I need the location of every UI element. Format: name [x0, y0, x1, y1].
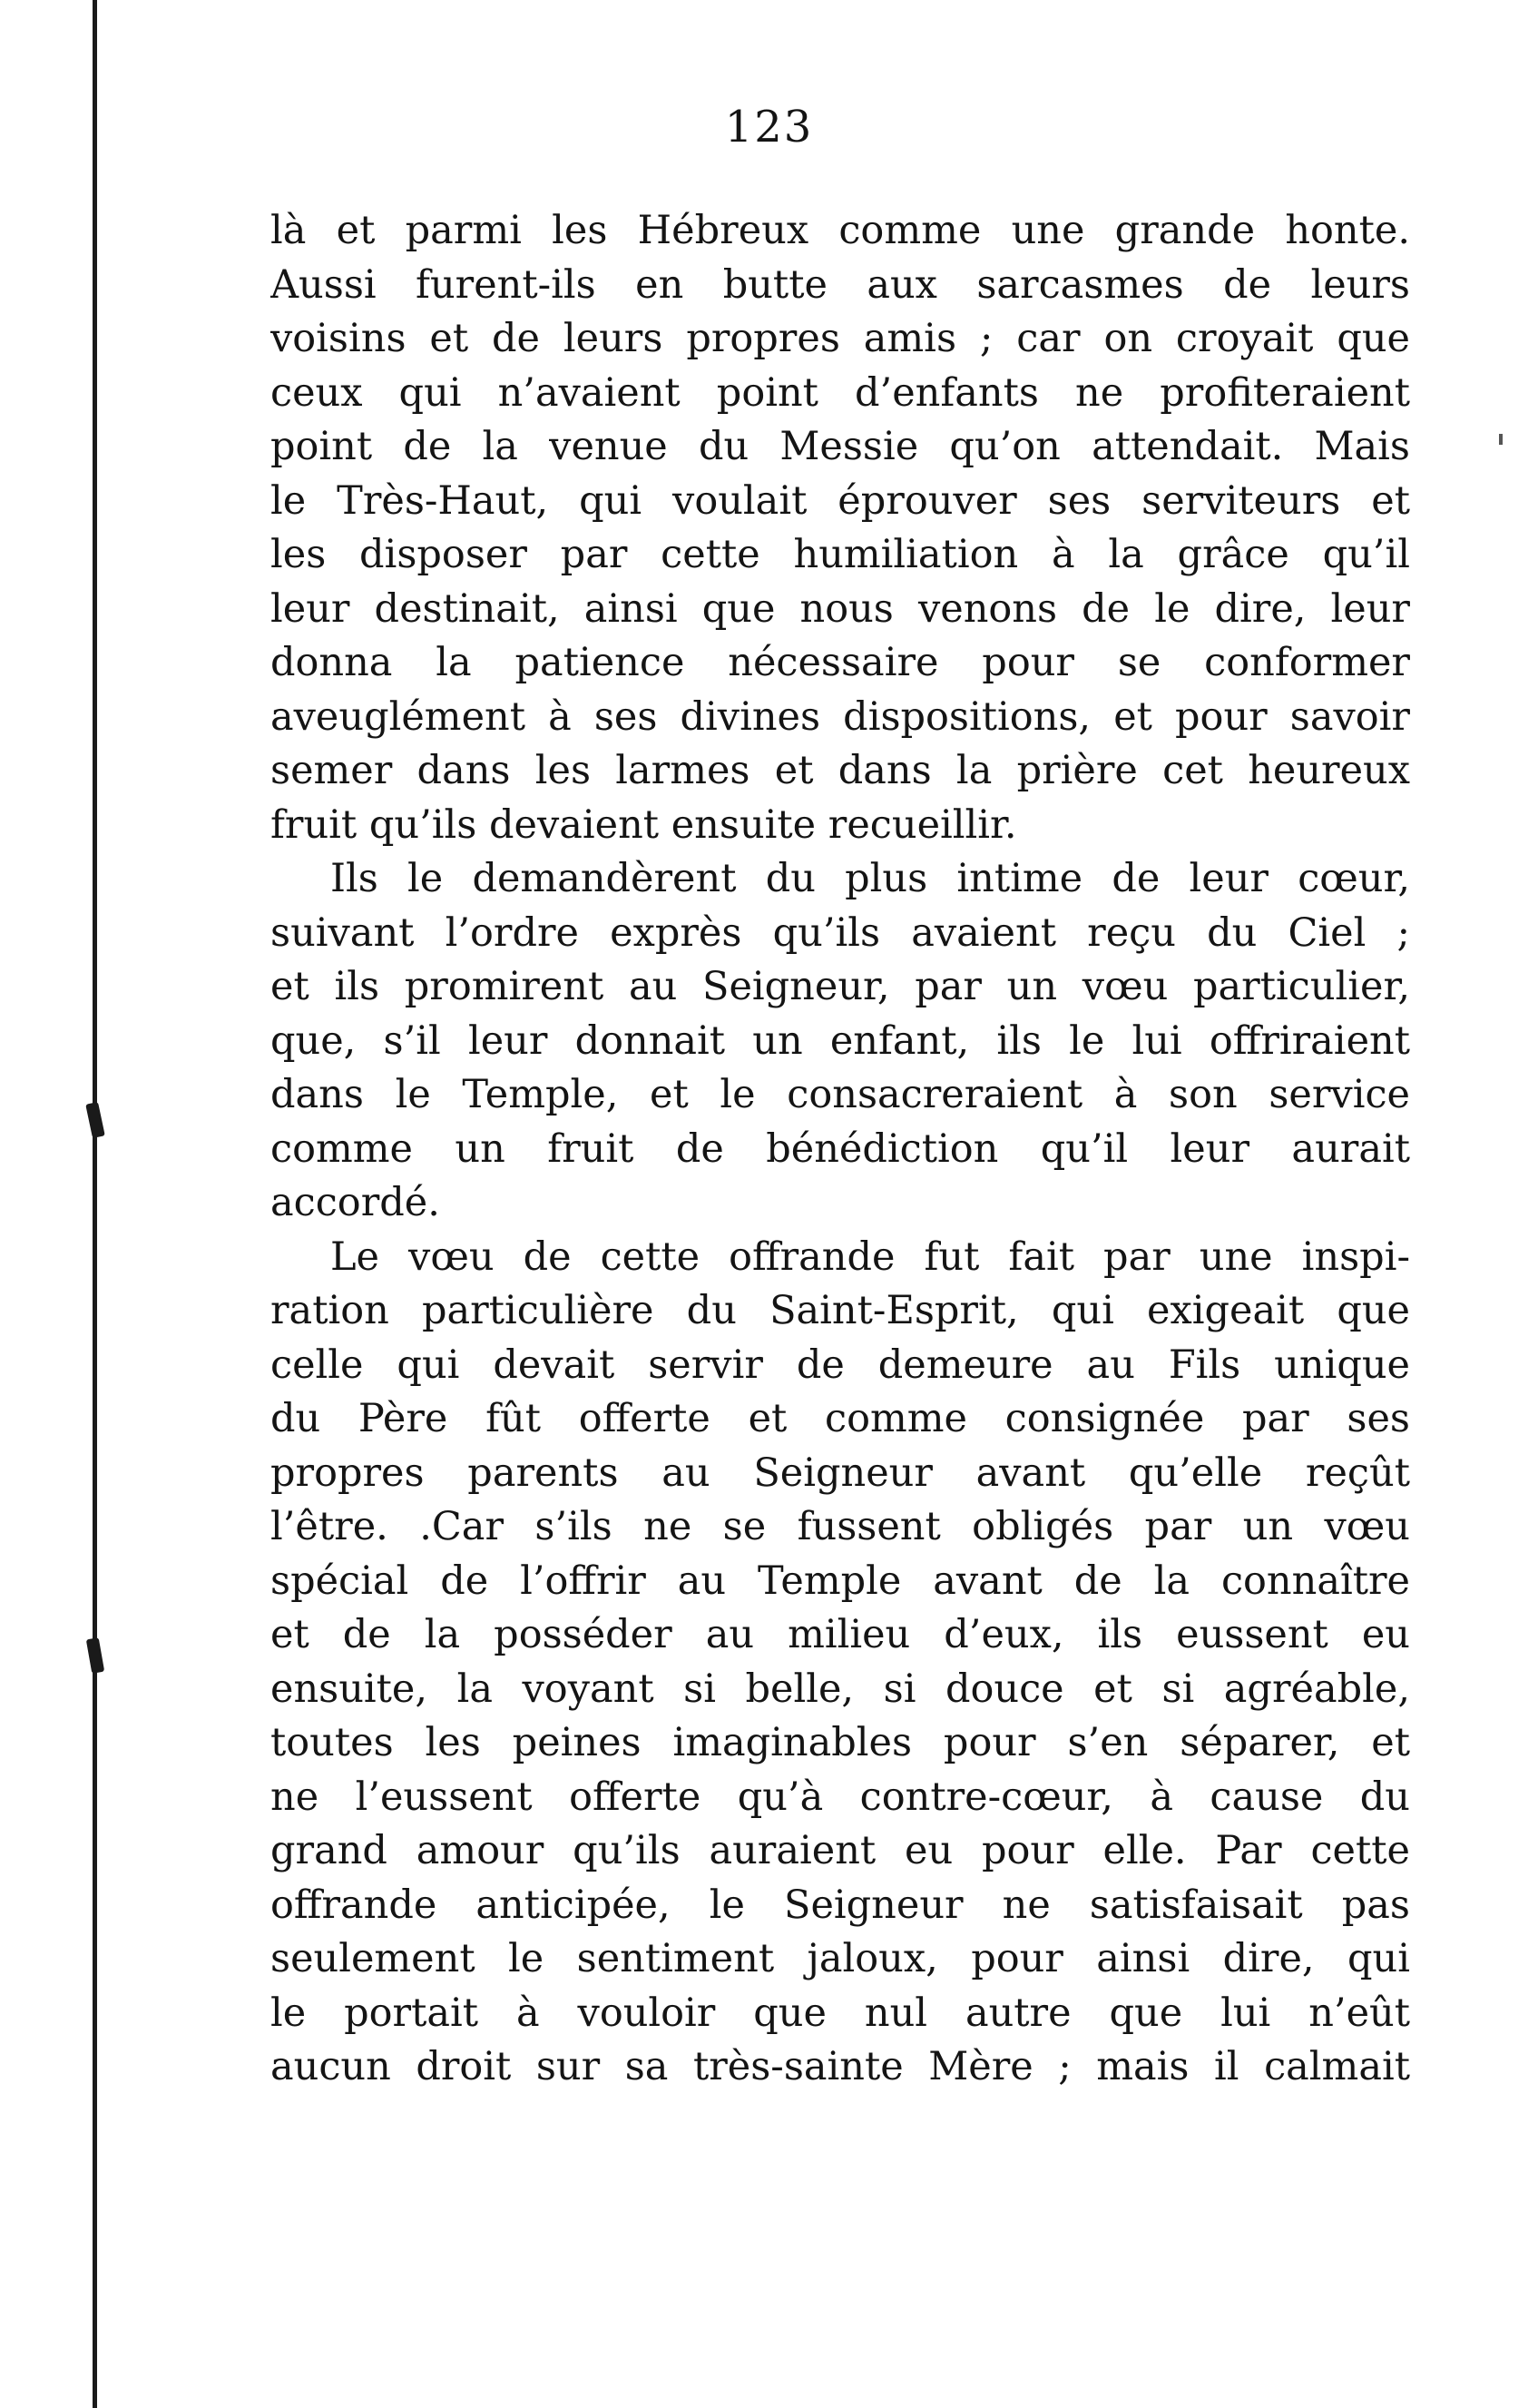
- text-line: comme un fruit de bénédiction qu’il leur aurait: [270, 1125, 1410, 1172]
- text-line: le portait à vouloir que nul autre que lui n’eût: [270, 1990, 1410, 2036]
- page-number: 123: [724, 102, 814, 152]
- text-line: toutes les peines imaginables pour s’en séparer, et: [270, 1720, 1410, 1765]
- text-line: là et parmi les Hébreux comme une grande honte.: [270, 208, 1410, 253]
- paragraph-start-line: Le vœu de cette offrande fut fait par une inspi-: [330, 1233, 1410, 1280]
- text-line: spécial de l’offrir au Temple avant de la connaître: [270, 1558, 1410, 1604]
- text-line: et ils promirent au Seigneur, par un vœu particulier,: [270, 964, 1410, 1009]
- ink-speck: [1499, 434, 1503, 445]
- text-line: ensuite, la voyant si belle, si douce et si agréable,: [270, 1666, 1410, 1712]
- text-line: Aussi furent-ils en butte aux sarcasmes de leurs: [270, 261, 1410, 308]
- text-line: les disposer par cette humiliation à la grâce qu’il: [270, 532, 1410, 577]
- text-line: offrande anticipée, le Seigneur ne satisfaisait pas: [270, 1882, 1410, 1928]
- text-line: et de la posséder au milieu d’eux, ils eussent eu: [270, 1612, 1410, 1657]
- text-line: suivant l’ordre exprès qu’ils avaient reçu du Ciel ;: [270, 909, 1410, 956]
- body-text: [270, 204, 1410, 2095]
- paragraph-start-line: Ils le demandèrent du plus intime de leur cœur,: [330, 856, 1410, 901]
- text-line: dans le Temple, et le consacreraient à son service: [270, 1072, 1410, 1117]
- binding-mark: [86, 1637, 104, 1674]
- text-line: grand amour qu’ils auraient eu pour elle. Par cette: [270, 1828, 1410, 1873]
- paragraph-end-line: accordé.: [270, 1180, 440, 1225]
- paragraph-end-line: fruit qu’ils devaient ensuite recueillir.: [270, 801, 1017, 848]
- text-line: que, s’il leur donnait un enfant, ils le lui offriraient: [270, 1017, 1410, 1064]
- text-line: le Très-Haut, qui voulait éprouver ses serviteurs et: [270, 477, 1410, 524]
- text-line: ceux qui n’avaient point d’enfants ne profiteraient: [270, 369, 1410, 416]
- text-line: ration particulière du Saint-Esprit, qui exigeait que: [270, 1288, 1410, 1333]
- text-line: l’être. .Car s’ils ne se fussent obligés par un vœu: [270, 1504, 1410, 1549]
- text-line: aucun droit sur sa très-sainte Mère ; mais il calmait: [270, 2044, 1410, 2089]
- text-line: leur destinait, ainsi que nous venons de le dire, leur: [270, 585, 1410, 632]
- text-line: aveuglément à ses divines dispositions, et pour savoir: [270, 693, 1410, 740]
- text-line: du Père fût offerte et comme consignée par ses: [270, 1396, 1410, 1441]
- binding-edge-line: [93, 0, 97, 2408]
- text-line: point de la venue du Messie qu’on attendait. Mais: [270, 424, 1410, 469]
- binding-mark: [85, 1102, 105, 1138]
- text-line: propres parents au Seigneur avant qu’elle reçût: [270, 1450, 1410, 1496]
- text-line: semer dans les larmes et dans la prière cet heureux: [270, 748, 1410, 793]
- text-line: celle qui devait servir de demeure au Fils unique: [270, 1342, 1410, 1388]
- text-line: voisins et de leurs propres amis ; car on croyait que: [270, 316, 1410, 361]
- text-line: ne l’eussent offerte qu’à contre-cœur, à cause du: [270, 1774, 1410, 1820]
- text-line: seulement le sentiment jaloux, pour ainsi dire, qui: [270, 1936, 1410, 1981]
- text-line: donna la patience nécessaire pour se conformer: [270, 640, 1410, 685]
